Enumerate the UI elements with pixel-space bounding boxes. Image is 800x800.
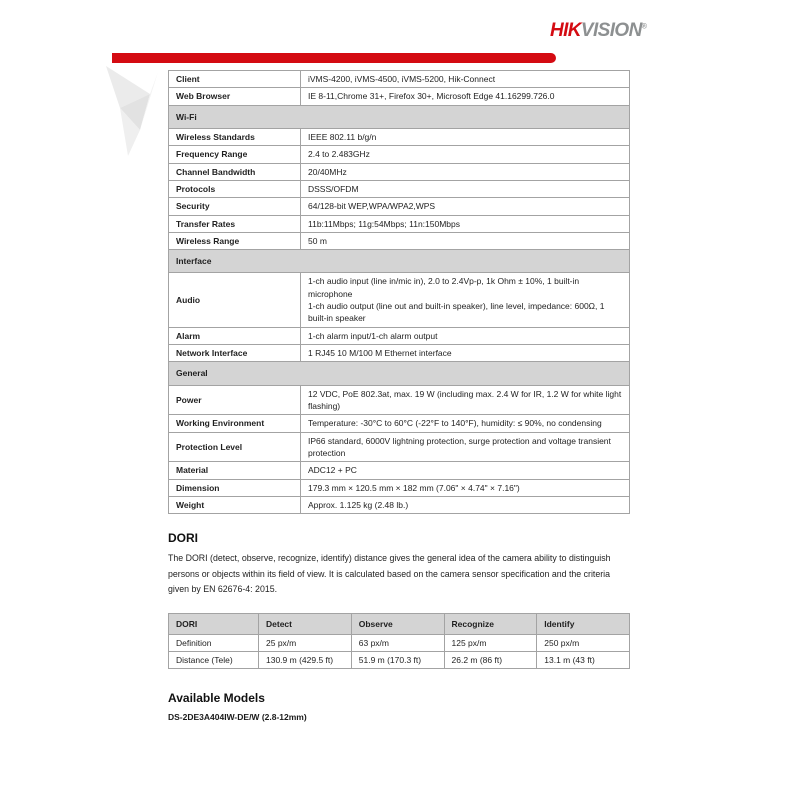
spec-label: Alarm (169, 327, 301, 344)
header-red-bar (112, 53, 556, 63)
table-row (169, 415, 630, 432)
dori-cell: 250 px/m (537, 634, 630, 651)
spec-label: Network Interface (169, 345, 301, 362)
spec-label: Client (169, 71, 301, 88)
section-row (169, 362, 630, 385)
dori-row-distance (169, 651, 630, 668)
spec-label: Frequency Range (169, 146, 301, 163)
spec-value-line: 1-ch audio output (line out and built-in speaker), line level, impedance: 600Ω, 1 built-in speaker (308, 301, 605, 324)
dori-cell: 125 px/m (444, 634, 537, 651)
dori-cell: 26.2 m (86 ft) (444, 651, 537, 668)
hikvision-logo (550, 20, 646, 42)
dori-cell: 25 px/m (259, 634, 352, 651)
dori-cell: Distance (Tele) (169, 651, 259, 668)
spec-value: IE 8-11,Chrome 31+, Firefox 30+, Microsoft Edge 41.16299.726.0 (301, 88, 630, 105)
table-row (169, 198, 630, 215)
available-models-section (168, 691, 630, 722)
spec-label: Transfer Rates (169, 215, 301, 232)
table-row (169, 232, 630, 249)
spec-label: Web Browser (169, 88, 301, 105)
spec-label: Audio (169, 273, 301, 327)
spec-label: Power (169, 385, 301, 415)
logo-registered-mark: ® (641, 23, 647, 31)
spec-value-line: 1-ch audio input (line in/mic in), 2.0 to 2.4Vp-p, 1k Ohm ± 10%, 1 built-in microphone (308, 276, 580, 299)
spec-value: Approx. 1.125 kg (2.48 lb.) (301, 496, 630, 513)
section-label-interface: Interface (169, 250, 630, 273)
spec-value: 1-ch alarm input/1-ch alarm output (301, 327, 630, 344)
table-row (169, 180, 630, 197)
spec-label: Wireless Standards (169, 128, 301, 145)
dori-description: The DORI (detect, observe, recognize, identify) distance gives the general idea of the camera ability to distinguish persons or objects within its field of view. It is calculated based on the camera sensor specification and the criteria given by EN 62676-4: 2015. (168, 553, 611, 595)
dori-header-cell: Recognize (444, 613, 537, 634)
table-row (169, 432, 630, 462)
spec-value: ADC12 + PC (301, 462, 630, 479)
dori-header-cell: DORI (169, 613, 259, 634)
spec-label: Material (169, 462, 301, 479)
spec-value: IP66 standard, 6000V lightning protection, surge protection and voltage transient protection (301, 432, 630, 462)
dori-cell: 130.9 m (429.5 ft) (259, 651, 352, 668)
spec-value: 11b:11Mbps; 11g:54Mbps; 11n:150Mbps (301, 215, 630, 232)
spec-label: Protocols (169, 180, 301, 197)
model-number: DS-2DE3A404IW-DE/W (2.8-12mm) (168, 711, 307, 722)
dori-cell: 13.1 m (43 ft) (537, 651, 630, 668)
table-row (169, 128, 630, 145)
spec-value: 50 m (301, 232, 630, 249)
spec-value (301, 273, 630, 327)
spec-value: 2.4 to 2.483GHz (301, 146, 630, 163)
dori-title: DORI (168, 531, 198, 546)
table-row (169, 273, 630, 327)
dori-header-cell: Observe (351, 613, 444, 634)
spec-value: 179.3 mm × 120.5 mm × 182 mm (7.06" × 4.74" × 7.16") (301, 479, 630, 496)
dori-header-cell: Identify (537, 613, 630, 634)
dori-cell: Definition (169, 634, 259, 651)
spec-label: Dimension (169, 479, 301, 496)
logo-hik-text: HIK (550, 20, 581, 41)
spec-value: Temperature: -30°C to 60°C (-22°F to 140°F), humidity: ≤ 90%, no condensing (301, 415, 630, 432)
section-label-wifi: Wi-Fi (169, 105, 630, 128)
dori-header-cell: Detect (259, 613, 352, 634)
dori-row-definition (169, 634, 630, 651)
section-label-general: General (169, 362, 630, 385)
table-row (169, 462, 630, 479)
table-row (169, 496, 630, 513)
spec-label: Protection Level (169, 432, 301, 462)
table-row (169, 146, 630, 163)
spec-value: 64/128-bit WEP,WPA/WPA2,WPS (301, 198, 630, 215)
dori-section (168, 531, 630, 669)
document-content (168, 70, 630, 722)
spec-label: Working Environment (169, 415, 301, 432)
table-row (169, 327, 630, 344)
spec-label: Weight (169, 496, 301, 513)
logo-vision-text: VISION (580, 20, 642, 41)
dori-cell: 63 px/m (351, 634, 444, 651)
dori-header-row (169, 613, 630, 634)
spec-label: Channel Bandwidth (169, 163, 301, 180)
spec-value: 12 VDC, PoE 802.3at, max. 19 W (including max. 2.4 W for IR, 1.2 W for white light flashing) (301, 385, 630, 415)
spec-value: iVMS-4200, iVMS-4500, iVMS-5200, Hik-Connect (301, 71, 630, 88)
spec-value: DSSS/OFDM (301, 180, 630, 197)
spec-label: Wireless Range (169, 232, 301, 249)
table-row (169, 88, 630, 105)
table-row (169, 385, 630, 415)
spec-label: Security (169, 198, 301, 215)
dori-cell: 51.9 m (170.3 ft) (351, 651, 444, 668)
available-models-title: Available Models (168, 690, 265, 705)
hikvision-watermark-icon (106, 64, 164, 158)
table-row (169, 71, 630, 88)
spec-value: IEEE 802.11 b/g/n (301, 128, 630, 145)
spec-value: 20/40MHz (301, 163, 630, 180)
spec-value: 1 RJ45 10 M/100 M Ethernet interface (301, 345, 630, 362)
table-row (169, 215, 630, 232)
spec-table (168, 70, 630, 514)
table-row (169, 163, 630, 180)
section-row (169, 105, 630, 128)
section-row (169, 250, 630, 273)
table-row (169, 345, 630, 362)
dori-table (168, 613, 630, 669)
table-row (169, 479, 630, 496)
